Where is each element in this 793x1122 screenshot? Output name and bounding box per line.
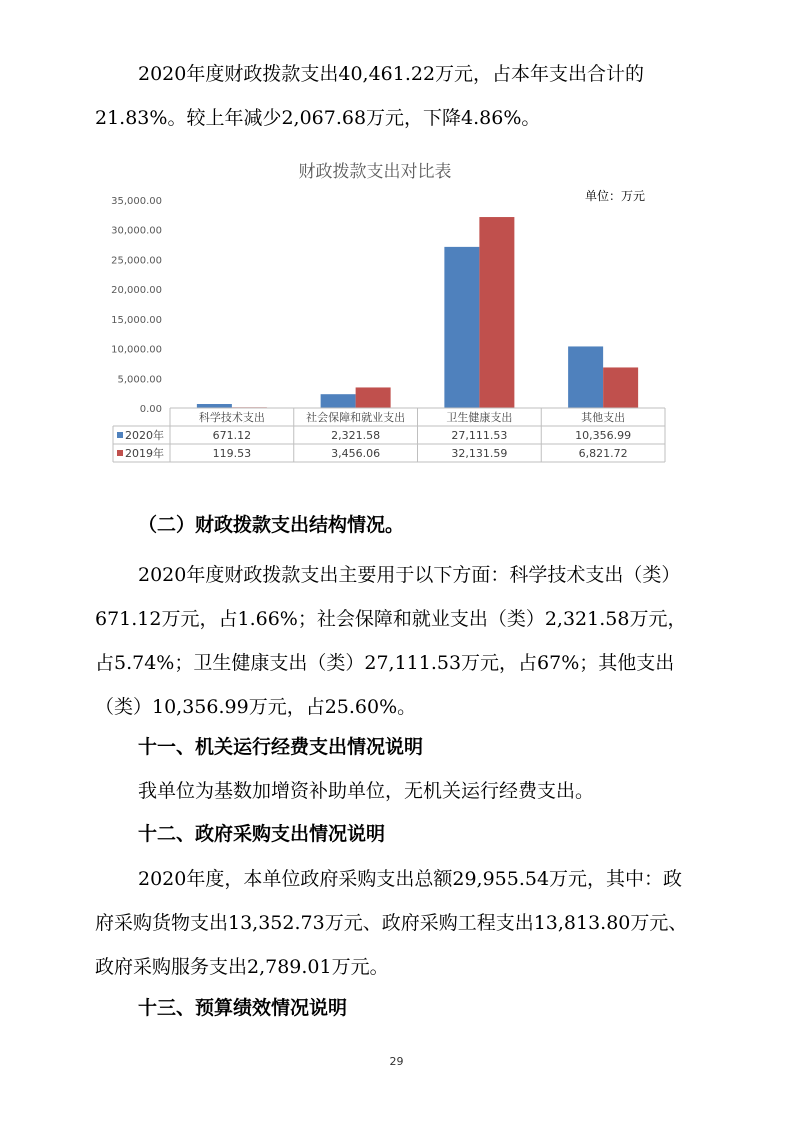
section-heading-11: 十一、机关运行经费支出情况说明 — [138, 736, 424, 758]
data-label: 671.12 — [212, 429, 252, 442]
data-label: 6,821.72 — [578, 447, 628, 460]
chart-title: 财政拨款支出对比表 — [298, 162, 452, 182]
legend-label: 2020年 — [125, 429, 164, 442]
data-label: 10,356.99 — [575, 429, 632, 442]
y-tick-label: 30,000.00 — [111, 225, 162, 237]
bar-2020 — [444, 247, 479, 408]
bar-2020 — [568, 346, 603, 408]
y-tick-label: 35,000.00 — [111, 196, 162, 207]
bar-2020 — [197, 404, 232, 408]
section-heading-structure: （二）财政拨款支出结构情况。 — [138, 514, 405, 536]
y-tick-label: 10,000.00 — [111, 344, 162, 356]
data-label: 2,321.58 — [331, 429, 381, 442]
category-label: 社会保障和就业支出 — [306, 411, 406, 424]
category-label: 卫生健康支出 — [446, 411, 513, 424]
legend-swatch-2020 — [117, 432, 123, 438]
bar-2019 — [479, 217, 514, 408]
paragraph-total-expenditure: 2020年度财政拨款支出40,461.22万元，占本年支出合计的21.83%。较上年减少2,067.68万元，下降4.86%。 — [95, 63, 645, 129]
data-label: 3,456.06 — [331, 447, 381, 460]
bar-2019 — [603, 367, 638, 408]
chart-unit-label: 单位：万元 — [585, 189, 646, 203]
bar-chart — [95, 150, 695, 470]
y-tick-label: 15,000.00 — [111, 314, 162, 326]
paragraph-procurement: 2020年度，本单位政府采购支出总额29,955.54万元，其中：政府采购货物支出13,352.73万元、政府采购工程支出13,813.80万元、政府采购服务支出2,789.01万元。 — [95, 868, 688, 978]
bar-2019 — [356, 387, 391, 408]
category-label: 其他支出 — [581, 411, 626, 424]
category-label: 科学技术支出 — [198, 411, 265, 424]
data-label: 27,111.53 — [451, 429, 508, 442]
legend-label: 2019年 — [125, 447, 164, 460]
data-label: 119.53 — [212, 447, 252, 460]
y-tick-label: 5,000.00 — [117, 374, 162, 386]
paragraph-structure: 2020年度财政拨款支出主要用于以下方面：科学技术支出（类）671.12万元，占1.66%；社会保障和就业支出（类）2,321.58万元，占5.74%；卫生健康支出（类）27,111.53万元，占67%；其他支出（类）10,356.99万元，占25.60%。 — [95, 564, 687, 718]
paragraph-operating-costs: 我单位为基数加增资补助单位，无机关运行经费支出。 — [138, 780, 595, 802]
y-tick-label: 0.00 — [139, 404, 162, 415]
bar-2020 — [321, 394, 356, 408]
data-label: 32,131.59 — [451, 447, 508, 460]
section-heading-13: 十三、预算绩效情况说明 — [138, 997, 348, 1019]
y-tick-label: 20,000.00 — [111, 285, 162, 297]
section-heading-12: 十二、政府采购支出情况说明 — [138, 823, 386, 845]
page-number: 29 — [389, 1055, 404, 1068]
legend-swatch-2019 — [117, 450, 123, 456]
y-tick-label: 25,000.00 — [111, 255, 162, 267]
